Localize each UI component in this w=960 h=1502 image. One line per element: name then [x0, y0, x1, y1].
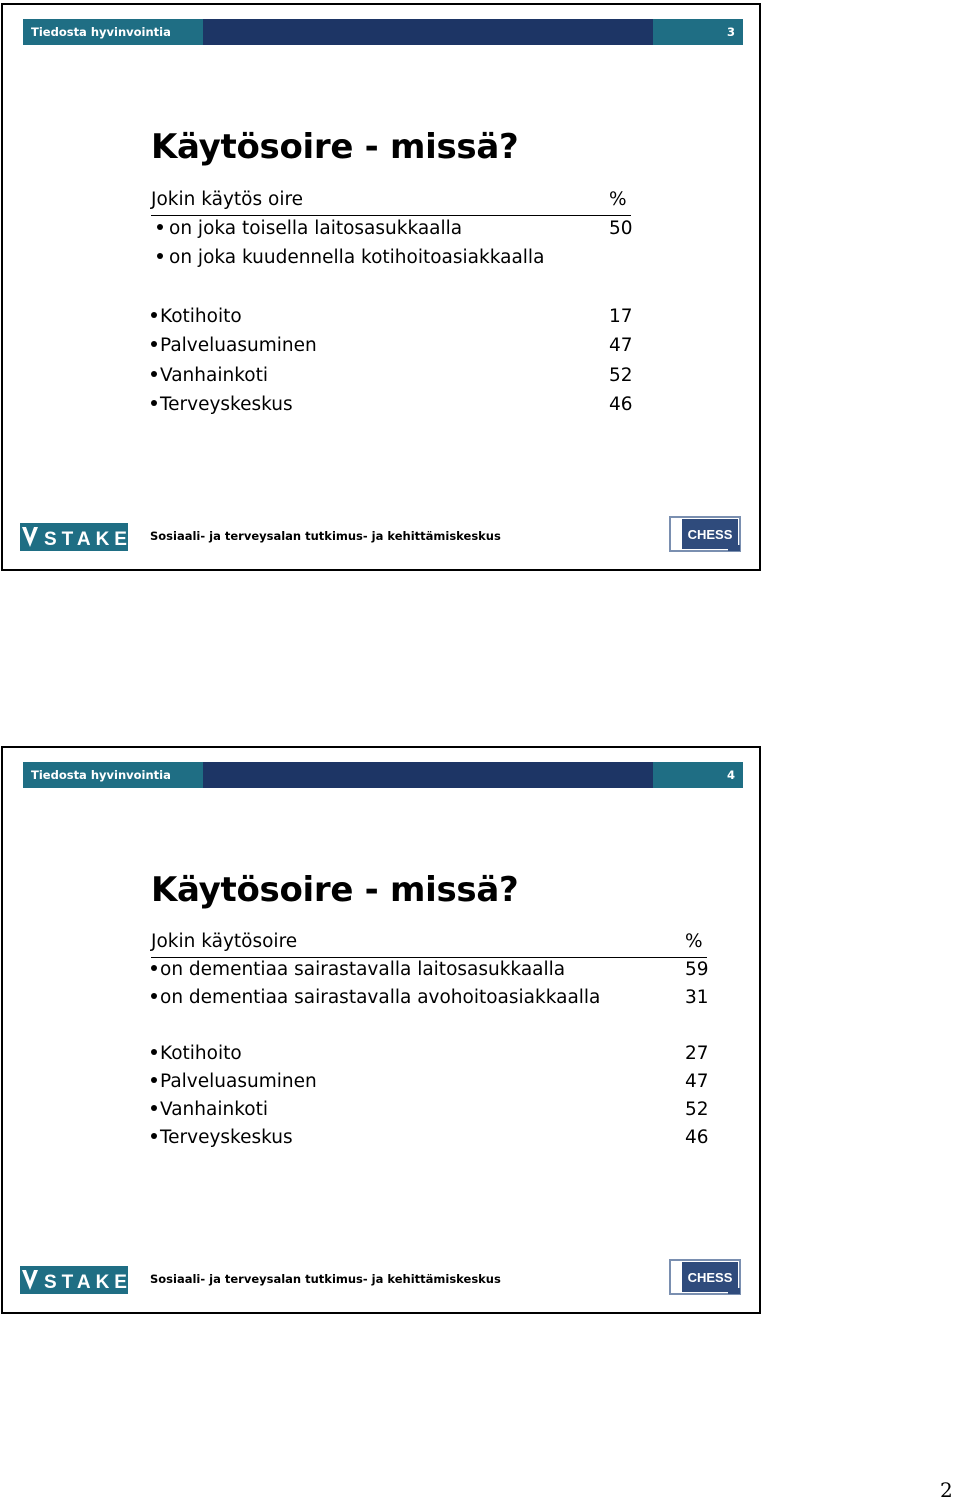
row-value: 46 [609, 394, 633, 415]
bullet-icon [151, 993, 157, 999]
header-title: Tiedosta hyvinvointia [31, 768, 171, 782]
slide-header [23, 19, 743, 45]
bullet-icon [151, 341, 157, 347]
row-value: 47 [685, 1071, 709, 1092]
slide-title: Käytösoire - missä? [151, 870, 519, 910]
bullet-icon [151, 1077, 157, 1083]
row-label: Vanhainkoti [160, 365, 268, 386]
row-value: 50 [609, 218, 633, 239]
row-label: Terveyskeskus [160, 394, 293, 415]
row-value: 17 [609, 306, 633, 327]
row-label: Kotihoito [160, 1043, 242, 1064]
slide-number: 4 [726, 768, 735, 782]
row-value: 52 [685, 1099, 709, 1120]
table-header [151, 189, 631, 216]
table-header-label: Jokin käytösoire [151, 931, 298, 952]
row-label: on joka kuudennella kotihoitoasiakkaalla [169, 247, 545, 268]
slide-number: 3 [726, 25, 735, 39]
row-label: Kotihoito [160, 306, 242, 327]
bullet-icon [151, 1133, 157, 1139]
slide-header [23, 762, 743, 788]
footer-text: Sosiaali- ja terveysalan tutkimus- ja kehittämiskeskus [150, 1272, 501, 1286]
table-header [151, 931, 707, 958]
bullet-icon [151, 371, 157, 377]
header-title: Tiedosta hyvinvointia [31, 25, 171, 39]
bullet-icon [157, 224, 163, 230]
stakes-logo [20, 1266, 150, 1294]
page-number: 2 [940, 1478, 953, 1502]
slide-title: Käytösoire - missä? [151, 127, 519, 167]
row-label: on joka toisella laitosasukkaalla [169, 218, 463, 239]
row-label: Vanhainkoti [160, 1099, 268, 1120]
slide-4 [1, 746, 761, 1314]
bullet-icon [157, 253, 163, 259]
row-value: 52 [609, 365, 633, 386]
row-value: 59 [685, 959, 709, 980]
row-value: 46 [685, 1127, 709, 1148]
footer-text: Sosiaali- ja terveysalan tutkimus- ja kehittämiskeskus [150, 529, 501, 543]
bullet-icon [151, 965, 157, 971]
stakes-logo [20, 523, 150, 551]
chess-logo [668, 1258, 742, 1296]
bullet-icon [151, 1049, 157, 1055]
row-label: Palveluasuminen [160, 335, 317, 356]
row-label: Palveluasuminen [160, 1071, 317, 1092]
table-header-label: Jokin käytös oire [151, 189, 304, 210]
bullet-icon [151, 312, 157, 318]
table-header-value: % [609, 189, 627, 210]
row-label: on dementiaa sairastavalla avohoitoasiakkaalla [160, 987, 601, 1008]
bullet-icon [151, 400, 157, 406]
row-value: 27 [685, 1043, 709, 1064]
stakes-logo-text: STAKES [44, 1272, 150, 1293]
bullet-icon [151, 1105, 157, 1111]
row-label: Terveyskeskus [160, 1127, 293, 1148]
table-header-value: % [685, 931, 703, 952]
chess-logo [668, 515, 742, 553]
row-label: on dementiaa sairastavalla laitosasukkaalla [160, 959, 566, 980]
row-value: 31 [685, 987, 709, 1008]
chess-logo-text: CHESS [687, 1270, 733, 1285]
chess-logo-text: CHESS [687, 527, 733, 542]
stakes-logo-text: STAKES [44, 529, 150, 550]
slide-3 [1, 3, 761, 571]
row-value: 47 [609, 335, 633, 356]
